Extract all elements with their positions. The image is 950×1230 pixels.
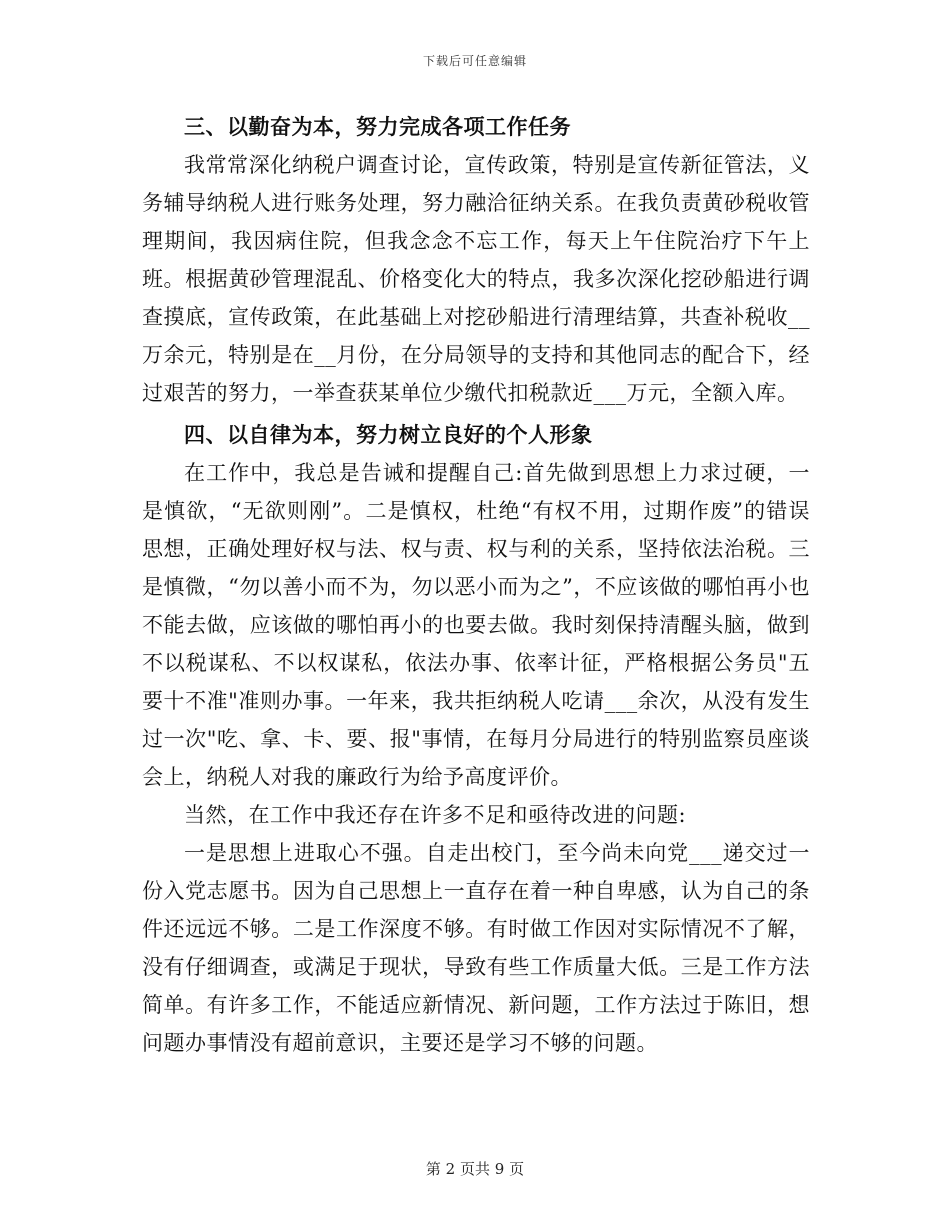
page-number: 第 2 页共 9 页	[425, 1160, 525, 1178]
paragraph: 当然，在工作中我还存在许多不足和亟待改进的问题:	[184, 803, 687, 827]
paragraph: 一是思想上进取心不强。自走出校门，至今尚未向党___递交过一份入党志愿书。因为自己思想上一直存在着一种自卑感，认为自己的条件还远远不够。二是工作深度不够。有时做工作因对实际情况不了解，没有仔细调查，或满足于现状，导致有些工作质量大低。三是工作方法简单。有许多工作，不能适应新情况、新问题，工作方法过于陈旧，想问题办事情没有超前意识，主要还是学习不够的问题。	[142, 841, 810, 1055]
document-body	[142, 108, 810, 1062]
paragraph: 我常常深化纳税户调查讨论，宣传政策，特别是宣传新征管法，义务辅导纳税人进行账务处理，努力融洽征纳关系。在我负责黄砂税收管理期间，我因病住院，但我念念不忘工作，每天上午住院治疗下午上班。根据黄砂管理混乱、价格变化大的特点，我多次深化挖砂船进行调查摸底，宣传政策，在此基础上对挖砂船进行清理结算，共查补税收__万余元，特别是在__月份，在分局领导的支持和其他同志的配合下，经过艰苦的努力，一举查获某单位少缴代扣税款近___万元，全额入库。	[142, 153, 810, 405]
section-heading-3: 三、以勤奋为本，努力完成各项工作任务	[184, 114, 571, 139]
paragraph: 在工作中，我总是告诫和提醒自己:首先做到思想上力求过硬，一是慎欲，“无欲则刚”。二是慎权，杜绝“有权不用，过期作废”的错误思想，正确处理好权与法、权与责、权与利的关系，坚持依法治税。三是慎微，“勿以善小而不为，勿以恶小而为之”，不应该做的哪怕再小也不能去做，应该做的哪怕再小的也要去做。我时刻保持清醒头脑，做到不以税谋私、不以权谋私，依法办事、依率计征，严格根据公务员"五要十不准"准则办事。一年来，我共拒纳税人吃请___余次，从没有发生过一次"吃、拿、卡、要、报"事情，在每月分局进行的特别监察员座谈会上，纳税人对我的廉政行为给予高度评价。	[142, 461, 810, 789]
header-note: 下载后可任意编辑	[422, 54, 527, 68]
section-heading-4: 四、以自律为本，努力树立良好的个人形象	[184, 422, 593, 447]
